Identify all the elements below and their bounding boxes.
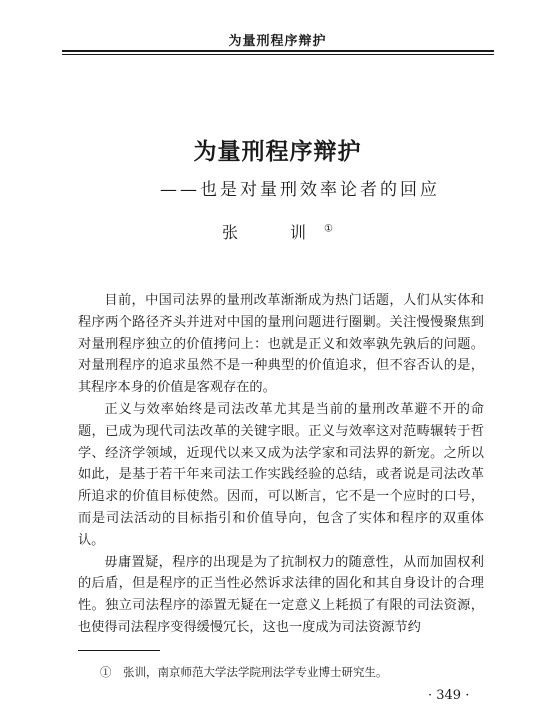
article-title: 为量刑程序辩护 [193,138,362,165]
author-line [0,220,555,243]
author-footnote-mark: ① [324,223,333,235]
author-name: 张 训 [222,223,325,242]
paragraph: 目前，中国司法界的量刑改革渐渐成为热门话题，人们从实体和程序两个路径齐头并进对中国的量刑问题进行圈剿。关注慢慢聚焦到对量刑程序独立的价值拷问上：也就是正义和效率孰先孰后的问题。对量刑程序的追求虽然不是一种典型的价值追求，但不容否认的是，其程序本身的价值是客观存在的。 [78,293,484,396]
running-head: 为量刑程序辩护 [228,34,327,49]
header-rule-thick [62,50,494,52]
paragraph: 毋庸置疑，程序的出现是为了抗制权力的随意性，从而加固权利的后盾，但是程序的正当性必然诉求法律的固化和其自身设计的合理性。独立司法程序的添置无疑在一定意义上耗损了有限的司法资源，也使得司法程序变得缓慢冗长，这也一度成为司法资源节约 [78,554,484,635]
article-subtitle: ——也是对量刑效率论者的回应 [160,180,440,200]
header-rule-thin [62,54,494,55]
footnote-rule [78,650,160,651]
footnote: ① 张训，南京师范大学法学院刑法学专业博士研究生。 [100,665,388,679]
paragraph: 正义与效率始终是司法改革尤其是当前的量刑改革避不开的命题，已成为现代司法改革的关键字眼。正义与效率这对范畴辗转于哲学、经济学领域，近现代以来又成为法学家和司法界的新宠。之所以如此，是基于若干年来司法工作实践经验的总结，或者说是司法改革所追求的价值目标使然。因而，可以断言，它不是一个应时的口号，而是司法活动的目标指引和价值导向，包含了实体和程序的双重体认。 [78,401,484,548]
body-text [78,290,484,639]
page-number: · 349 · [428,688,470,703]
